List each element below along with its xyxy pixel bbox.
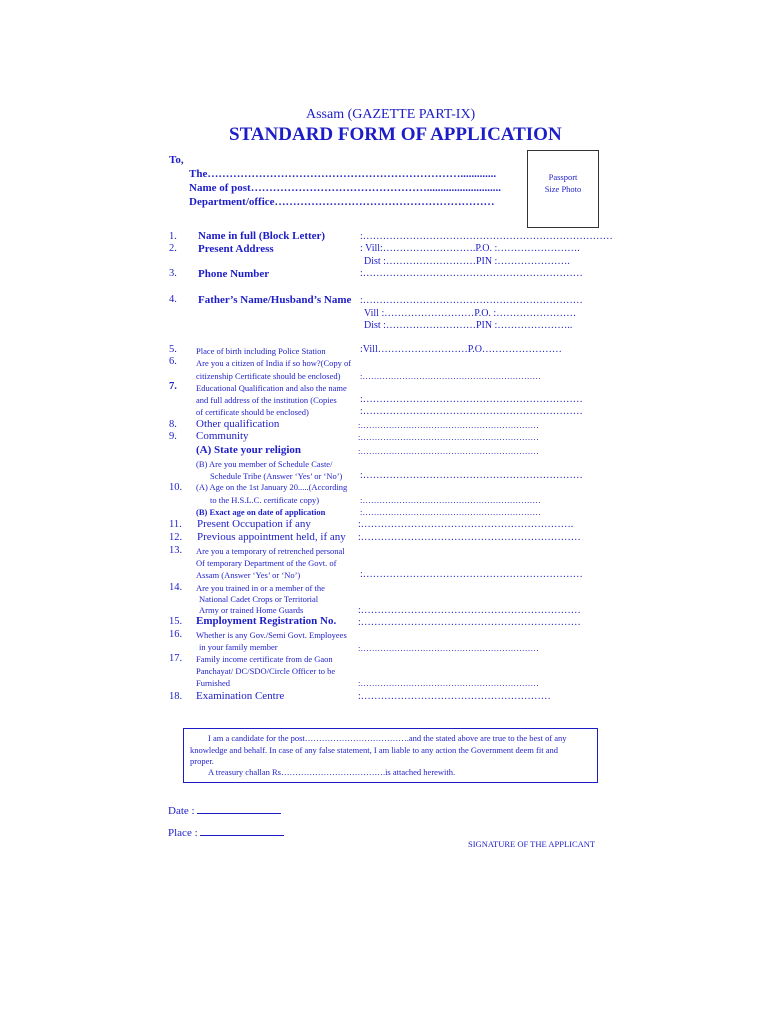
photo-label-line1: Passport <box>548 172 578 182</box>
item-number: 8. <box>169 419 177 430</box>
item-number: 14. <box>169 582 183 593</box>
place-label: Place : <box>168 827 198 839</box>
income-certificate-label-line1: Family income certificate from de Gaon <box>196 654 333 664</box>
present-address-dist-pin-field[interactable]: Dist :………………………PIN :…………………. <box>364 256 570 267</box>
declaration-line1: I am a candidate for the post……………………………….and the stated above are true to the best of any <box>208 733 567 743</box>
govt-employee-label-line2: in your family member <box>199 642 278 652</box>
item-number: 3. <box>169 268 177 279</box>
religion-label: (A) State your religion <box>196 444 301 456</box>
sc-st-field[interactable]: :………………………………………………………… <box>360 470 583 481</box>
income-certificate-label-line3: Furnished <box>196 678 230 688</box>
item-number: 7. <box>169 381 177 392</box>
retrenched-field[interactable]: :………………………………………………………… <box>360 569 583 580</box>
citizenship-label-line2: citizenship Certificate should be enclosed) <box>196 371 341 381</box>
education-label-line2: and full address of the institution (Copies <box>196 395 337 405</box>
father-vill-po-field[interactable]: Vill :………………………P.O. :…………………… <box>364 308 577 319</box>
sc-st-label-line1: (B) Are you member of Schedule Caste/ <box>196 459 333 469</box>
retrenched-label-line3: Assam (Answer ‘Yes’ or ‘No’) <box>196 570 301 580</box>
item-number: 4. <box>169 294 177 305</box>
phone-label: Phone Number <box>198 268 270 280</box>
retrenched-label-line1: Are you a temporary of retrenched personal <box>196 546 345 556</box>
ncc-label-line3: Army or trained Home Guards <box>199 605 304 615</box>
item-number: 2. <box>169 243 177 254</box>
previous-appointment-field[interactable]: :………………………………………………………… <box>358 532 581 543</box>
exam-centre-label: Examination Centre <box>196 690 285 702</box>
community-label: Community <box>196 430 249 442</box>
birthplace-label: Place of birth including Police Station <box>196 346 326 356</box>
item-number: 9. <box>169 431 177 442</box>
form-title: STANDARD FORM OF APPLICATION <box>229 124 562 145</box>
exact-age-field[interactable]: :……………………………………………………… <box>360 507 541 517</box>
sc-st-label-line2: Schedule Tribe (Answer ‘Yes’ or ‘No’) <box>210 471 343 481</box>
exam-centre-field[interactable]: :………………………………………………… <box>358 691 551 702</box>
place-field[interactable] <box>200 834 284 836</box>
ncc-label-line2: National Cadet Crops or Territorial <box>199 594 319 604</box>
income-certificate-field[interactable]: :……………………………………………………… <box>358 678 539 688</box>
age-label-line2: to the H.S.L.C. certificate copy) <box>210 495 320 505</box>
department-field[interactable]: Department/office…………………………………………………… <box>189 196 495 208</box>
photo-label-line2: Size Photo <box>544 184 582 194</box>
item-number: 1. <box>169 231 177 242</box>
retrenched-label-line2: Of temporary Department of the Govt. of <box>196 558 337 568</box>
item-number: 5. <box>169 344 177 355</box>
govt-employee-label-line1: Whether is any Gov./Semi Govt. Employees <box>196 630 347 640</box>
date-field[interactable] <box>197 812 281 814</box>
education-label-line1: Educational Qualification and also the name <box>196 383 347 393</box>
religion-field[interactable]: :……………………………………………………… <box>358 446 539 456</box>
citizenship-label-line1: Are you a citizen of India if so how?(Copy of <box>196 358 352 368</box>
item-number: 13. <box>169 545 183 556</box>
date-label: Date : <box>168 805 195 817</box>
gazette-subtitle: Assam (GAZETTE PART-IX) <box>306 107 476 122</box>
age-field[interactable]: :……………………………………………………… <box>360 495 541 505</box>
date-row <box>168 805 281 817</box>
item-number: 15. <box>169 616 183 627</box>
post-name-field[interactable]: Name of post…………………………………………........................... <box>189 182 501 194</box>
item-number: 11. <box>169 519 182 530</box>
birthplace-field[interactable]: :Vill………………………P.O…………………… <box>360 344 562 355</box>
ncc-field[interactable]: :………………………………………………………… <box>358 605 581 616</box>
previous-appointment-label: Previous appointment held, if any <box>197 531 346 543</box>
item-number: 10. <box>169 482 183 493</box>
declaration-line2: knowledge and behalf. In case of any false statement, I am liable to any action the Government deem fit and <box>190 745 558 755</box>
employment-registration-label: Employment Registration No. <box>196 615 337 627</box>
declaration-box <box>183 728 598 783</box>
name-label: Name in full (Block Letter) <box>198 230 326 242</box>
addressee-field[interactable]: The……………………………………………………………............. <box>189 168 497 180</box>
item-number: 16. <box>169 629 183 640</box>
father-name-label: Father’s Name/Husband’s Name <box>198 294 352 306</box>
passport-photo-box[interactable] <box>527 150 599 228</box>
treasury-challan-line: A treasury challan Rs……………………………….is attached herewith. <box>208 767 456 777</box>
community-field[interactable]: :……………………………………………………… <box>358 432 539 442</box>
to-label: To, <box>169 154 184 166</box>
signature-label: SIGNATURE OF THE APPLICANT <box>468 839 596 849</box>
exact-age-label: (B) Exact age on date of application <box>196 507 326 517</box>
education-label-line3: of certificate should be enclosed) <box>196 407 309 417</box>
employment-registration-field[interactable]: :………………………………………………………… <box>358 617 581 628</box>
father-dist-pin-field[interactable]: Dist :………………………PIN :………………….. <box>364 320 573 331</box>
present-address-label: Present Address <box>198 243 274 255</box>
present-address-vill-po-field[interactable]: : Vill:……………………….P.O. :……………………. <box>360 243 580 254</box>
father-name-field[interactable]: :………………………………………………………… <box>360 295 583 306</box>
declaration-line3: proper. <box>190 756 214 766</box>
item-number: 17. <box>169 653 183 664</box>
govt-employee-field[interactable]: :……………………………………………………… <box>358 643 539 653</box>
other-qualification-label: Other qualification <box>196 418 280 430</box>
age-label-line1: (A) Age on the 1st January 20.....(According <box>196 482 348 492</box>
item-number: 18. <box>169 691 183 702</box>
phone-field[interactable]: :………………………………………………………… <box>360 268 583 279</box>
citizenship-field[interactable]: :……………………………………………………… <box>360 371 541 381</box>
occupation-label: Present Occupation if any <box>197 518 311 530</box>
education-field-2[interactable]: :………………………………………………………… <box>360 406 583 417</box>
education-field-1[interactable]: :………………………………………………………… <box>360 394 583 405</box>
occupation-field[interactable]: :………………………………………………………. <box>358 519 574 530</box>
name-field[interactable]: :………………………………………………………………… <box>360 231 613 242</box>
item-number: 12. <box>169 532 183 543</box>
item-number: 6. <box>169 356 177 367</box>
income-certificate-label-line2: Panchayat/ DC/SDO/Circle Officer to be <box>196 666 336 676</box>
ncc-label-line1: Are you trained in or a member of the <box>196 583 325 593</box>
other-qualification-field[interactable]: :……………………………………………………… <box>358 420 539 430</box>
place-row <box>168 827 284 839</box>
